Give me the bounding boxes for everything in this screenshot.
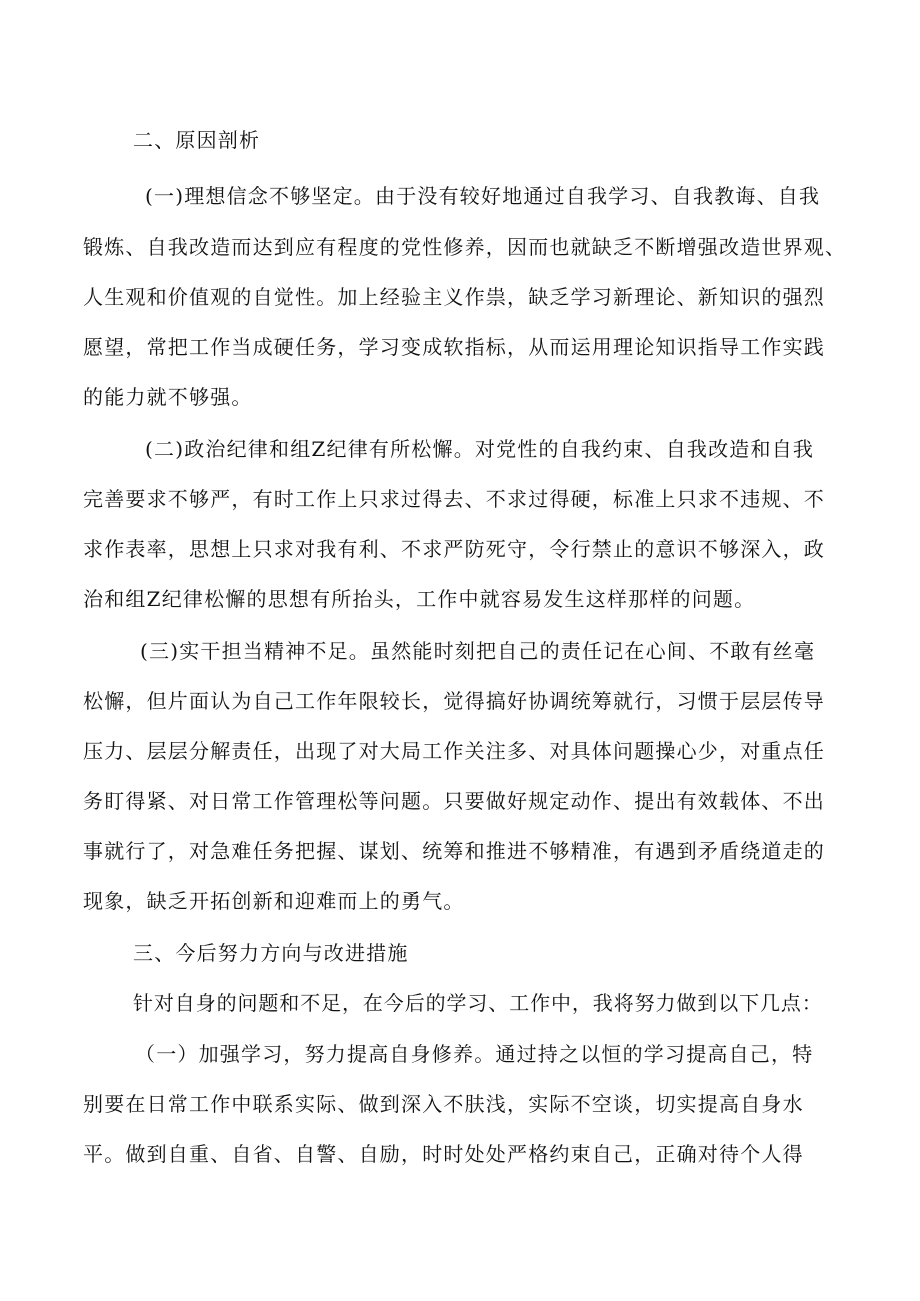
paragraph-line: (三)实干担当精神不足。虽然能时刻把自己的责任记在心间、不敢有丝毫	[140, 639, 816, 663]
paragraph-line: 锻炼、自我改造而达到应有程度的党性修养，因而也就缺乏不断增强改造世界观、	[83, 235, 847, 259]
paragraph-line: 人生观和价值观的自觉性。加上经验主义作祟，缺乏学习新理论、新知识的强烈	[83, 285, 825, 309]
paragraph-line: (一)理想信念不够坚定。由于没有较好地通过自我学习、自我教诲、自我	[145, 184, 821, 208]
paragraph-line: 完善要求不够严，有时工作上只求过得去、不求过得硬，标准上只求不违规、不	[83, 487, 825, 511]
paragraph-line: 松懈，但片面认为自己工作年限较长，觉得搞好协调统筹就行，习惯于层层传导	[83, 689, 825, 713]
paragraph-line: 事就行了，对急难任务把握、谋划、统筹和推进不够精准，有遇到矛盾绕道走的	[83, 839, 825, 863]
paragraph-line: 求作表率，思想上只求对我有利、不求严防死守，令行禁止的意识不够深入，政	[83, 537, 825, 561]
paragraph-line: 别要在日常工作中联系实际、做到深入不肤浅，实际不空谈，切实提高自身水	[83, 1092, 804, 1116]
intro-sentence: 针对自身的问题和不足，在今后的学习、工作中，我将努力做到以下几点：	[133, 991, 823, 1015]
paragraph-line: 治和组Z纪律松懈的思想有所抬头，工作中就容易发生这样那样的问题。	[83, 587, 756, 611]
paragraph-line: (二)政治纪律和组Z纪律有所松懈。对党性的自我约束、自我改造和自我	[145, 437, 815, 461]
paragraph-line: 现象，缺乏开拓创新和迎难而上的勇气。	[83, 889, 465, 913]
section-heading-improvement: 三、今后努力方向与改进措施	[133, 941, 409, 965]
section-heading-cause-analysis: 二、原因剖析	[133, 128, 261, 152]
paragraph-line: 的能力就不够强。	[83, 385, 253, 409]
paragraph-line: （一）加强学习，努力提高自身修养。通过持之以恒的学习提高自己，特	[135, 1042, 814, 1066]
paragraph-line: 平。做到自重、自省、自警、自励，时时处处严格约束自己，正确对待个人得	[83, 1142, 804, 1166]
paragraph-line: 压力、层层分解责任，出现了对大局工作关注多、对具体问题操心少，对重点任	[83, 739, 825, 763]
paragraph-line: 务盯得紧、对日常工作管理松等问题。只要做好规定动作、提出有效载体、不出	[83, 789, 825, 813]
paragraph-line: 愿望，常把工作当成硬任务，学习变成软指标，从而运用理论知识指导工作实践	[83, 335, 825, 359]
